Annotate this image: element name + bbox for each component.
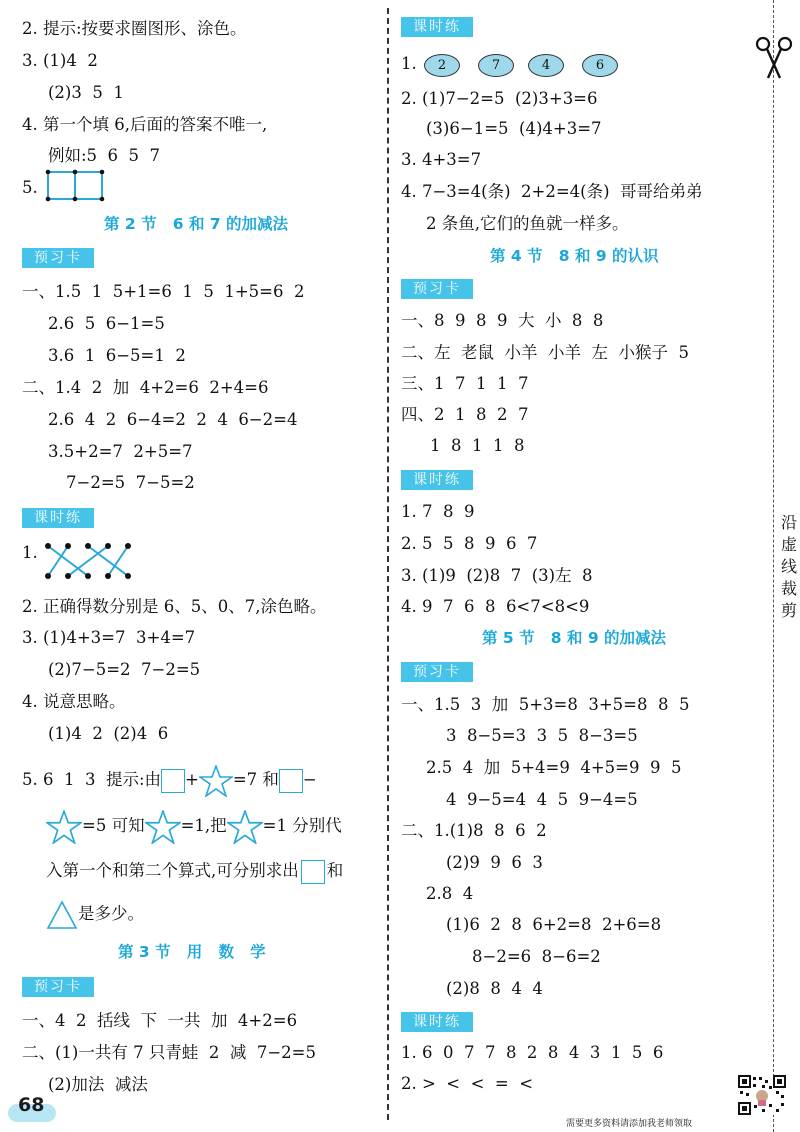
answer-line: 三、1 7 1 1 7 xyxy=(401,374,529,393)
answer-line: 2 条鱼,它们的鱼就一样多。 xyxy=(426,214,629,233)
hint-text: =1,把 xyxy=(180,816,227,835)
star-icon xyxy=(46,810,82,844)
hint-text: 5. 6 1 3 提示:由 xyxy=(22,770,162,789)
answer-line: (1)6 2 8 6+2=8 2+6=8 xyxy=(446,915,662,934)
hint-text: 和 xyxy=(326,861,344,880)
answer-line: (2)8 8 4 4 xyxy=(446,979,543,998)
answer-oval: 4 xyxy=(528,54,564,77)
answer-oval: 7 xyxy=(478,54,514,77)
answer-line: 3. 4+3=7 xyxy=(401,150,482,169)
square-shape xyxy=(161,769,185,793)
hint-text: − xyxy=(302,770,317,789)
qr-code-icon xyxy=(738,1075,786,1115)
answer-line: 7−2=5 7−5=2 xyxy=(66,473,195,492)
star-icon xyxy=(199,765,233,797)
preview-card-tag: 预习卡 xyxy=(22,248,94,268)
answer-line: (1)4 2 (2)4 6 xyxy=(48,724,169,743)
matching-dots-figure xyxy=(40,536,144,586)
answer-line: 2. > < < = < xyxy=(401,1074,534,1093)
hint-line xyxy=(46,857,343,885)
answer-line: 4. 9 7 6 8 6<7<8<9 xyxy=(401,597,590,616)
answer-line: (2)3 5 1 xyxy=(48,83,124,102)
practice-tag: 课时练 xyxy=(401,17,473,37)
answer-line: 3. (1)4 2 xyxy=(22,51,98,70)
square-shape xyxy=(279,769,303,793)
answer-line: 四、2 1 8 2 7 xyxy=(401,405,529,424)
practice-tag: 课时练 xyxy=(401,1012,473,1032)
hint-text: 入第一个和第二个算式,可分别求出 xyxy=(46,861,299,880)
answer-line: 1. 7 8 9 xyxy=(401,502,475,521)
answer-line: 二、1.(1)8 8 6 2 xyxy=(401,821,547,840)
answer-line: 4. 第一个填 6,后面的答案不唯一, xyxy=(22,115,268,134)
answer-line: 2. 正确得数分别是 6、5、0、7,涂色略。 xyxy=(22,597,327,616)
answer-line: 二、左 老鼠 小羊 小羊 左 小猴子 5 xyxy=(401,343,689,362)
answer-line: (2)9 9 6 3 xyxy=(446,853,543,872)
answer-oval: 2 xyxy=(424,54,460,77)
preview-card-tag: 预习卡 xyxy=(401,279,473,299)
cut-line xyxy=(773,0,774,1132)
practice-tag: 课时练 xyxy=(22,508,94,528)
answer-line: 一、1.5 1 5+1=6 1 5 1+5=6 2 xyxy=(22,282,305,301)
answer-line: 一、4 2 括线 下 一共 加 4+2=6 xyxy=(22,1011,298,1030)
answer-line: 3 8−5=3 3 5 8−3=5 xyxy=(446,726,638,745)
preview-card-tag: 预习卡 xyxy=(401,662,473,682)
answer-line: 2.8 4 xyxy=(426,884,474,903)
answer-line: 4. 7−3=4(条) 2+2=4(条) 哥哥给弟弟 xyxy=(401,182,703,201)
column-divider xyxy=(387,8,389,1120)
answer-oval: 6 xyxy=(582,54,618,77)
square-shape xyxy=(301,860,325,884)
hint-text: =1 分别代 xyxy=(262,816,342,835)
cut-instruction: 沿虚线裁剪 xyxy=(781,513,798,620)
dotted-squares-figure xyxy=(44,168,106,204)
answer-line: 3.6 1 6−5=1 2 xyxy=(48,346,186,365)
section-title: 第 3 节 用 数 学 xyxy=(118,943,266,961)
scissors-icon xyxy=(752,34,796,80)
answer-line: 1. 6 0 7 7 8 2 8 4 3 1 5 6 xyxy=(401,1043,664,1062)
answer-line: 一、1.5 3 加 5+3=8 3+5=8 8 5 xyxy=(401,695,690,714)
answer-line: 1 8 1 1 8 xyxy=(430,436,525,455)
answer-line: 3. (1)9 (2)8 7 (3)左 8 xyxy=(401,566,593,585)
answer-line: 2.6 4 2 6−4=2 2 4 6−2=4 xyxy=(48,410,298,429)
section-title: 第 5 节 8 和 9 的加减法 xyxy=(482,629,667,647)
answer-line: 1. xyxy=(22,543,38,562)
star-icon xyxy=(145,810,181,844)
answer-line: 5. xyxy=(22,178,38,197)
hint-text: =5 可知 xyxy=(82,816,145,835)
answer-line: 2. 5 5 8 9 6 7 xyxy=(401,534,538,553)
answer-line: 2.5 4 加 5+4=9 4+5=9 9 5 xyxy=(426,758,682,777)
answer-line: (2)加法 减法 xyxy=(48,1075,148,1094)
answer-line: (3)6−1=5 (4)4+3=7 xyxy=(426,119,602,138)
hint-line xyxy=(46,808,342,844)
answer-line: 2. (1)7−2=5 (2)3+3=6 xyxy=(401,89,598,108)
answer-line: 1. xyxy=(401,54,417,73)
hint-line xyxy=(22,764,317,797)
answer-line: 8−2=6 8−6=2 xyxy=(472,947,601,966)
answer-line: 例如:5 6 5 7 xyxy=(48,146,161,165)
section-title: 第 4 节 8 和 9 的认识 xyxy=(490,247,659,265)
hint-text: =7 和 xyxy=(232,770,279,789)
answer-line: 一、8 9 8 9 大 小 8 8 xyxy=(401,311,604,330)
answer-line: 3. (1)4+3=7 3+4=7 xyxy=(22,628,196,647)
answer-line: 2.6 5 6−1=5 xyxy=(48,314,165,333)
star-icon xyxy=(227,810,263,844)
hint-text: 是多少。 xyxy=(78,904,144,923)
answer-line: 二、1.4 2 加 4+2=6 2+4=6 xyxy=(22,378,269,397)
answer-line: 2. 提示:按要求圈图形、涂色。 xyxy=(22,19,247,38)
hint-line xyxy=(46,898,144,930)
section-title: 第 2 节 6 和 7 的加减法 xyxy=(104,215,289,233)
answer-line: 3.5+2=7 2+5=7 xyxy=(48,442,193,461)
practice-tag: 课时练 xyxy=(401,470,473,490)
preview-card-tag: 预习卡 xyxy=(22,977,94,997)
answer-line: (2)7−5=2 7−2=5 xyxy=(48,660,201,679)
triangle-icon xyxy=(46,900,78,930)
answer-line: 二、(1)一共有 7 只青蛙 2 减 7−2=5 xyxy=(22,1043,316,1062)
answer-line: 4 9−5=4 4 5 9−4=5 xyxy=(446,790,638,809)
page-number: 68 xyxy=(18,1094,45,1116)
footer-note: 需要更多资料请添加我老师领取 xyxy=(566,1119,693,1129)
answer-line: 4. 说意思略。 xyxy=(22,692,126,711)
hint-text: + xyxy=(185,770,199,789)
